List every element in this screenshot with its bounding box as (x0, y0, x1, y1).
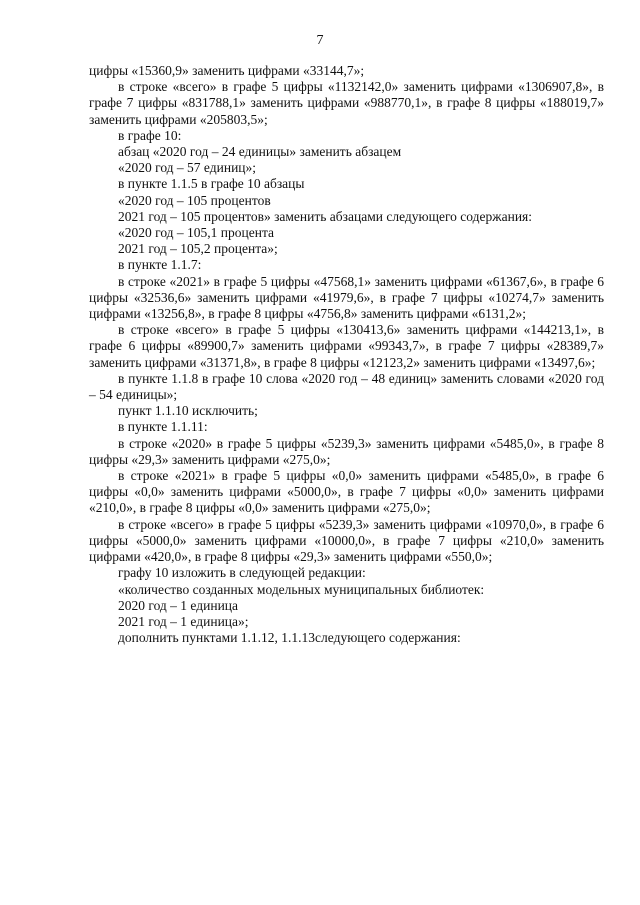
paragraph: дополнить пунктами 1.1.12, 1.1.13следующего содержания: (118, 630, 461, 646)
paragraph: в пункте 1.1.5 в графе 10 абзацы (118, 176, 305, 192)
paragraph: 2021 год – 105 процентов» заменить абзацами следующего содержания: (118, 208, 533, 224)
paragraph: графу 10 изложить в следующей редакции: (118, 565, 366, 581)
paragraph: в строке «всего» в графе 5 цифры «5239,3» заменить цифрами «10970,0», в графе 6 цифры «5000,0» заменить цифрами «10000,0», в графе 7 цифры «210,0» заменить цифрами «420,0», в графе 8 цифры «29,3» заменить цифрами «550,0»; (89, 516, 604, 565)
paragraph: в пункте 1.1.7: (118, 257, 202, 273)
paragraph: цифры «15360,9» заменить цифрами «33144,7»; (89, 63, 365, 78)
paragraph: абзац «2020 год – 24 единицы» заменить абзацем (118, 144, 402, 160)
paragraph: в строке «2020» в графе 5 цифры «5239,3» заменить цифрами «5485,0», в графе 8 цифры «29,3» заменить цифрами «275,0»; (89, 435, 604, 467)
paragraph: в графе 10: (118, 127, 182, 143)
paragraph: «количество созданных модельных муниципальных библиотек: (118, 581, 485, 597)
paragraph: 2021 год – 1 единица»; (118, 613, 249, 629)
paragraph: в строке «всего» в графе 5 цифры «130413,6» заменить цифрами «144213,1», в графе 6 цифры «89900,7» заменить цифрами «99343,7», в графе 7 цифры «28389,7» заменить цифрами «31371,8», в графе 8 цифры «12123,2» заменить цифрами «13497,6»; (89, 322, 604, 370)
paragraph: в пункте 1.1.11: (118, 419, 208, 435)
paragraph: пункт 1.1.10 исключить; (118, 403, 258, 419)
paragraph: в пункте 1.1.8 в графе 10 слова «2020 год – 48 единиц» заменить словами «2020 год – 54 единицы»; (89, 370, 604, 403)
page-number: 7 (316, 33, 324, 48)
paragraph: в строке «всего» в графе 5 цифры «1132142,0» заменить цифрами «1306907,8», в графе 7 цифры «831788,1» заменить цифрами «988770,1», в графе 8 цифры «188019,7» заменить цифрами «205803,5»; (89, 79, 604, 127)
paragraph: «2020 год – 105,1 процента (118, 225, 275, 241)
paragraph: «2020 год – 105 процентов (118, 192, 271, 208)
paragraph: 2020 год – 1 единица (118, 597, 239, 613)
paragraph: «2020 год – 57 единиц»; (118, 160, 257, 176)
paragraph: в строке «2021» в графе 5 цифры «47568,1» заменить цифрами «61367,6», в графе 6 цифры «32536,6» заменить цифрами «41979,6», в графе 7 цифры «10274,7» заменить цифрами «13256,8», в графе 8 цифры «4756,8» заменить цифрами «6131,2»; (89, 273, 604, 322)
paragraph: 2021 год – 105,2 процента»; (118, 241, 278, 257)
document-body (89, 63, 604, 646)
paragraph: в строке «2021» в графе 5 цифры «0,0» заменить цифрами «5485,0», в графе 6 цифры «0,0» заменить цифрами «5000,0», в графе 7 цифры «0,0» заменить цифрами «210,0», в графе 8 цифры «0,0» заменить цифрами «275,0»; (89, 468, 604, 516)
